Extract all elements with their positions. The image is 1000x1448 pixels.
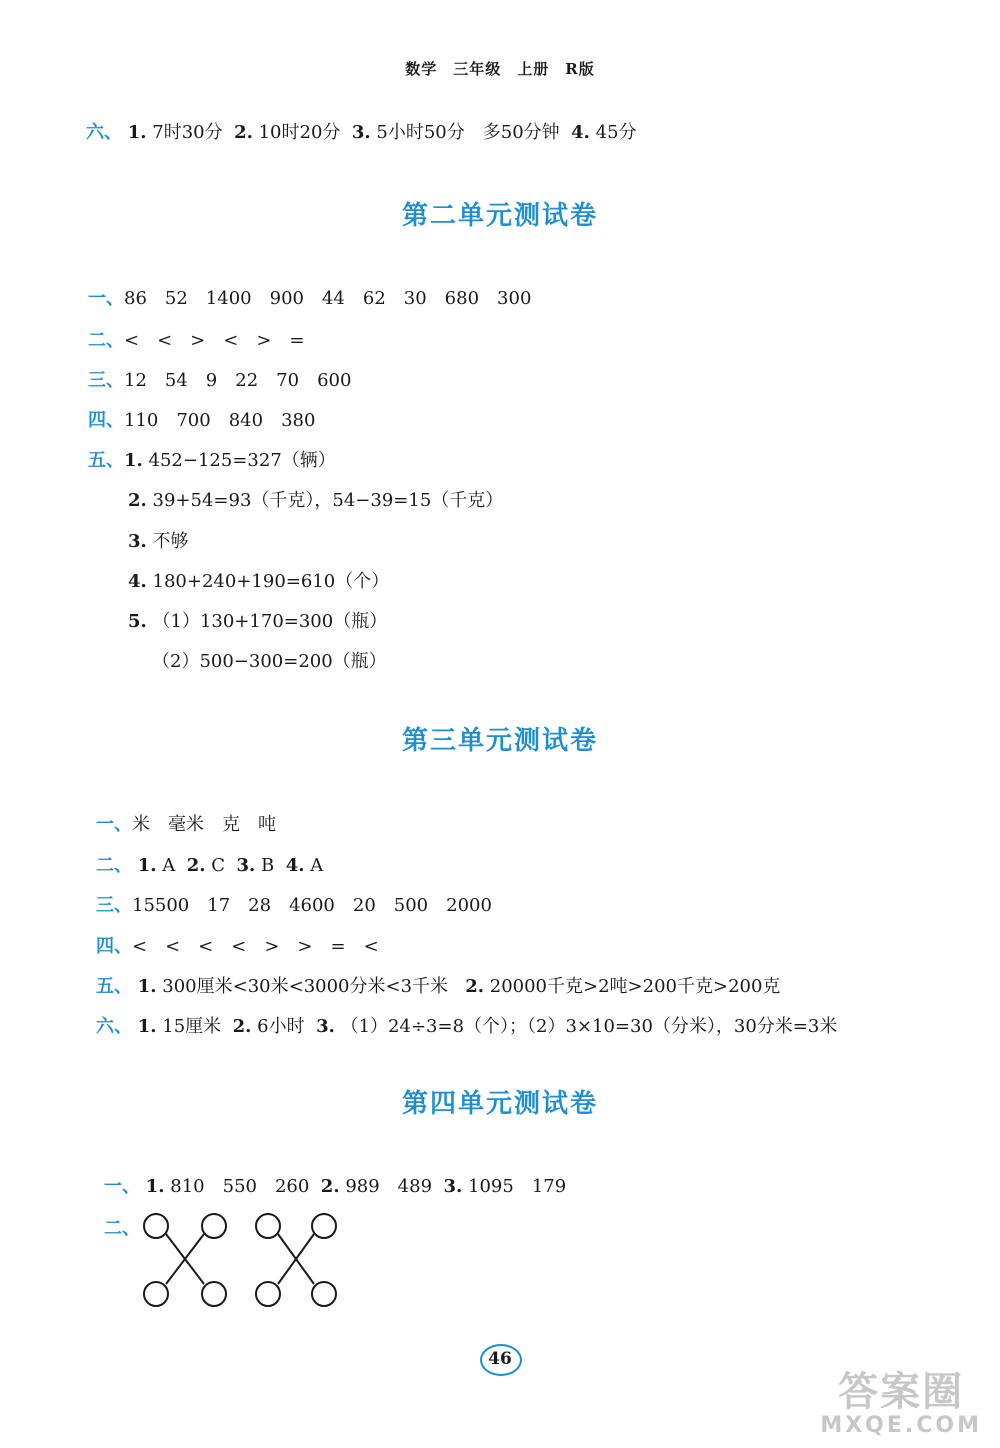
answer-text: 300厘米<30米<3000分米<3千米 bbox=[162, 976, 449, 997]
page-number-text: 46 bbox=[488, 1349, 512, 1369]
question-number: 六、 bbox=[86, 122, 122, 143]
answer-row bbox=[128, 607, 387, 633]
answer-row bbox=[88, 326, 305, 352]
item-number: 4. bbox=[128, 571, 147, 592]
item-number: 4. bbox=[285, 855, 305, 876]
question-number: 四、 bbox=[88, 410, 124, 431]
answer-row bbox=[88, 446, 336, 472]
answer-row bbox=[86, 118, 637, 144]
section-title: 第四单元测试卷 bbox=[401, 1089, 598, 1119]
answer-text: 7时30分 bbox=[152, 122, 223, 143]
answer-text: 5小时50分 多50分钟 bbox=[376, 122, 560, 143]
answer-row bbox=[96, 851, 323, 877]
item-number: 5. bbox=[128, 611, 147, 632]
answer-text: 12 54 9 22 70 600 bbox=[124, 370, 352, 391]
question-number: 三、 bbox=[88, 370, 124, 391]
question-number: 六、 bbox=[96, 1016, 132, 1037]
question-number: 一、 bbox=[104, 1176, 140, 1197]
watermark-main: 答案圈 bbox=[838, 1369, 965, 1415]
item-number: 3. bbox=[316, 1016, 335, 1037]
answer-row bbox=[88, 406, 315, 432]
answer-text: 452−125=327（辆） bbox=[148, 450, 336, 471]
answer-text: 10时20分 bbox=[258, 122, 341, 143]
blank-circle bbox=[256, 1214, 280, 1238]
answer-text: 110 700 840 380 bbox=[124, 410, 316, 431]
item-number: 1. bbox=[127, 122, 147, 143]
answer-row bbox=[96, 1012, 837, 1038]
question-number: 一、 bbox=[88, 288, 124, 309]
item-number: 4. bbox=[571, 122, 590, 143]
answer-row bbox=[88, 284, 531, 310]
matching-diagram bbox=[138, 1208, 344, 1312]
answer-row bbox=[128, 486, 503, 512]
answer-text: 15厘米 bbox=[162, 1016, 222, 1037]
answer-text: A bbox=[162, 855, 176, 876]
question-number: 四、 bbox=[96, 936, 132, 957]
answer-row bbox=[88, 366, 351, 392]
answer-row bbox=[104, 1172, 566, 1198]
question-number: 三、 bbox=[96, 895, 132, 916]
item-number: 2. bbox=[320, 1176, 340, 1197]
answer-text: 15500 17 28 4600 20 500 2000 bbox=[132, 895, 492, 916]
answer-row bbox=[96, 810, 276, 836]
item-number: 1. bbox=[137, 1016, 157, 1037]
page-header: 数学 三年级 上册 R版 bbox=[405, 60, 595, 78]
answer-text: 1095 179 bbox=[468, 1176, 567, 1197]
page-number bbox=[478, 1344, 522, 1374]
item-number: 2. bbox=[234, 122, 253, 143]
answer-text: < < > < > = bbox=[124, 330, 305, 351]
answer-text: 6小时 bbox=[257, 1016, 305, 1037]
blank-circle bbox=[312, 1214, 336, 1238]
item-number: 3. bbox=[351, 122, 371, 143]
item-number: 1. bbox=[137, 976, 157, 997]
answer-text: C bbox=[211, 855, 226, 876]
question-number: 五、 bbox=[88, 450, 124, 471]
answer-row bbox=[96, 932, 379, 958]
answer-text: （1）24÷3=8（个）；（2）3×10=30（分米），30分米=3米 bbox=[340, 1016, 838, 1037]
blank-circle bbox=[202, 1214, 226, 1238]
question-number: 一、 bbox=[96, 814, 132, 835]
blank-circle bbox=[144, 1282, 168, 1306]
item-number: 3. bbox=[443, 1176, 463, 1197]
item-number: 2. bbox=[186, 855, 206, 876]
watermark-logo bbox=[820, 1370, 982, 1438]
question-number: 五、 bbox=[96, 976, 132, 997]
answer-text: 20000千克>2吨>200千克>200克 bbox=[489, 976, 781, 997]
answer-text: 不够 bbox=[152, 531, 189, 552]
answer-text: 989 489 bbox=[345, 1176, 433, 1197]
blank-circle bbox=[202, 1282, 226, 1306]
item-number: 2. bbox=[232, 1016, 252, 1037]
answer-row bbox=[128, 527, 189, 553]
answer-text: （1）130+170=300（瓶） bbox=[152, 611, 388, 632]
answer-text: （2）500−300=200（瓶） bbox=[152, 651, 387, 672]
item-number: 1. bbox=[145, 1176, 165, 1197]
question-number: 二、 bbox=[96, 855, 132, 876]
answer-row bbox=[96, 891, 492, 917]
section-title: 第三单元测试卷 bbox=[401, 726, 598, 756]
item-number: 3. bbox=[128, 531, 147, 552]
answer-text: 86 52 1400 900 44 62 30 680 300 bbox=[124, 288, 532, 309]
item-number: 1. bbox=[137, 855, 157, 876]
answer-text: 39+54=93（千克），54−39=15（千克） bbox=[152, 490, 504, 511]
item-number: 2. bbox=[128, 490, 147, 511]
blank-circle bbox=[144, 1214, 168, 1238]
answer-text: A bbox=[310, 855, 324, 876]
answer-text: 45分 bbox=[595, 122, 637, 143]
item-number: 3. bbox=[236, 855, 256, 876]
answer-row bbox=[152, 647, 387, 673]
watermark-sub: MXQE.COM bbox=[820, 1413, 982, 1438]
question-number: 二、 bbox=[88, 330, 124, 351]
answer-text: < < < < > > = < bbox=[132, 936, 379, 957]
item-number: 1. bbox=[124, 450, 143, 471]
section-title: 第二单元测试卷 bbox=[401, 201, 598, 231]
answer-text: 米 毫米 克 吨 bbox=[132, 814, 276, 835]
answer-text: 810 550 260 bbox=[170, 1176, 310, 1197]
answer-row bbox=[128, 567, 389, 593]
answer-text: 180+240+190=610（个） bbox=[152, 571, 390, 592]
item-number: 2. bbox=[465, 976, 485, 997]
answer-row bbox=[96, 972, 780, 998]
answer-row bbox=[104, 1214, 140, 1240]
question-number: 二、 bbox=[104, 1218, 140, 1239]
blank-circle bbox=[256, 1282, 280, 1306]
answer-text: B bbox=[261, 855, 275, 876]
blank-circle bbox=[312, 1282, 336, 1306]
